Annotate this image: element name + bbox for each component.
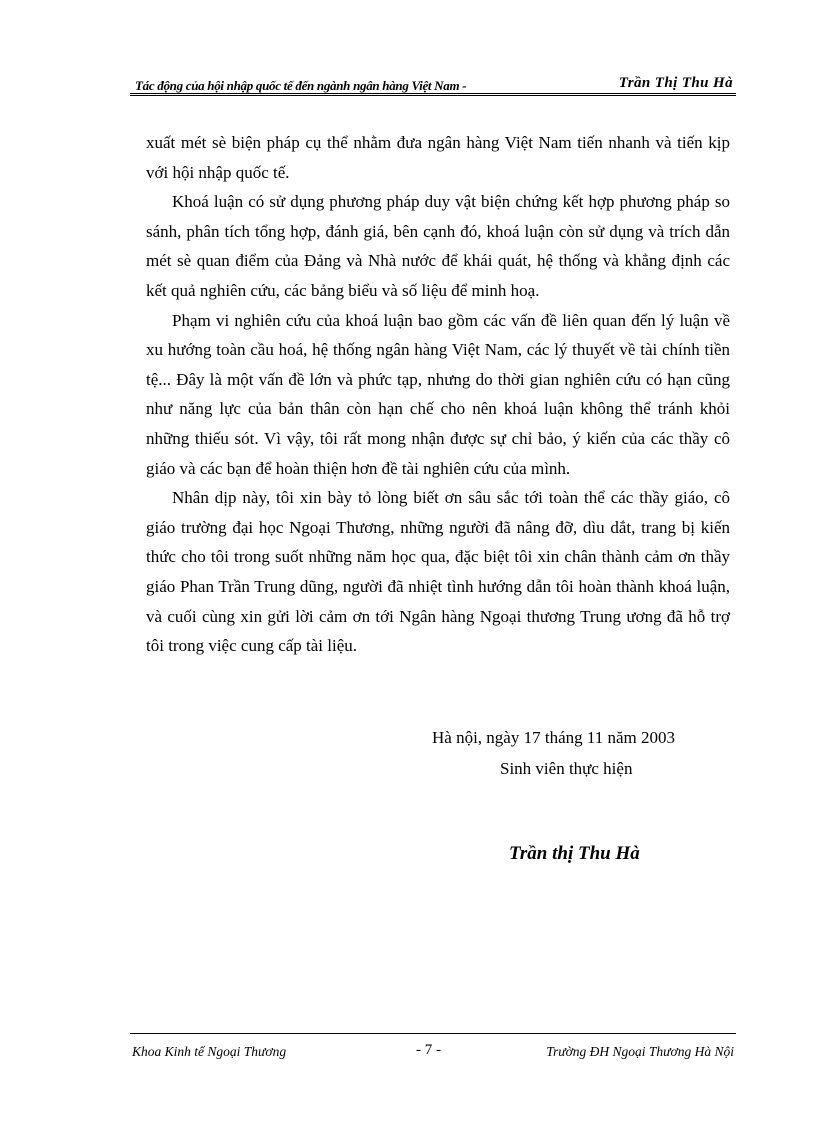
page-number: - 7 -: [416, 1042, 441, 1058]
footer-university: Trường ĐH Ngoại Thương Hà Nội: [546, 1044, 734, 1059]
body-text: [146, 128, 730, 661]
paragraph-4: Nhân dịp này, tôi xin bày tỏ lòng biết ơn sâu sắc tới toàn thể các thầy giáo, cô giáo trường đại học Ngoại Thương, những người đã nâng đỡ, dìu dắt, trang bị kiến thức cho tôi trong suốt những năm học qua, đặc biệt tôi xin chân thành cảm ơn thầy giáo Phan Trần Trung dũng, người đã nhiệt tình hướng dẫn tôi hoàn thành khoá luận, và cuối cùng xin gửi lời cảm ơn tới Ngân hàng Ngoại thương Trung ương đã hỗ trợ tôi trong việc cung cấp tài liệu.: [146, 488, 730, 656]
closing-role: Sinh viên thực hiện: [500, 759, 633, 778]
footer-faculty: Khoa Kinh tế Ngoại Thương: [132, 1044, 287, 1059]
paragraph-2: Khoá luận có sử dụng phương pháp duy vật biện chứng kết hợp phương pháp so sánh, phân tích tổng hợp, đánh giá, bên cạnh đó, khoá luận còn sử dụng và trích dẫn mét sè quan điểm của Đảng và Nhà nước để khái quát, hệ thống và khẳng định các kết quả nghiên cứu, các bảng biểu và số liệu để minh hoạ.: [146, 192, 730, 300]
paragraph-3: Phạm vi nghiên cứu của khoá luận bao gồm các vấn đề liên quan đến lý luận về xu hướng toàn cầu hoá, hệ thống ngân hàng Việt Nam, các lý thuyết về tài chính tiền tệ... Đây là một vấn đề lớn và phức tạp, nhưng do thời gian nghiên cứu có hạn cũng như năng lực của bản thân còn hạn chế cho nên khoá luận không thể tránh khỏi những thiếu sót. Vì vậy, tôi rất mong nhận được sự chỉ bảo, ý kiến của các thầy cô giáo và các bạn để hoàn thiện hơn đề tài nghiên cứu của mình.: [146, 310, 730, 478]
closing-date: Hà nội, ngày 17 tháng 11 năm 2003: [432, 728, 675, 747]
header-rule-thin: [130, 93, 736, 94]
signature: Trần thị Thu Hà: [509, 843, 640, 864]
page-footer: [130, 1033, 736, 1064]
paragraph-1: xuất mét sè biện pháp cụ thể nhằm đưa ngân hàng Việt Nam tiến nhanh và tiến kịp với hội nhập quốc tế.: [146, 133, 730, 182]
header-author: Trần Thị Thu Hà: [618, 75, 733, 91]
page-header: [130, 74, 736, 96]
header-title: Tác động của hội nhập quốc tế đến ngành ngân hàng Việt Nam -: [135, 78, 467, 93]
header-rule: [130, 95, 736, 96]
